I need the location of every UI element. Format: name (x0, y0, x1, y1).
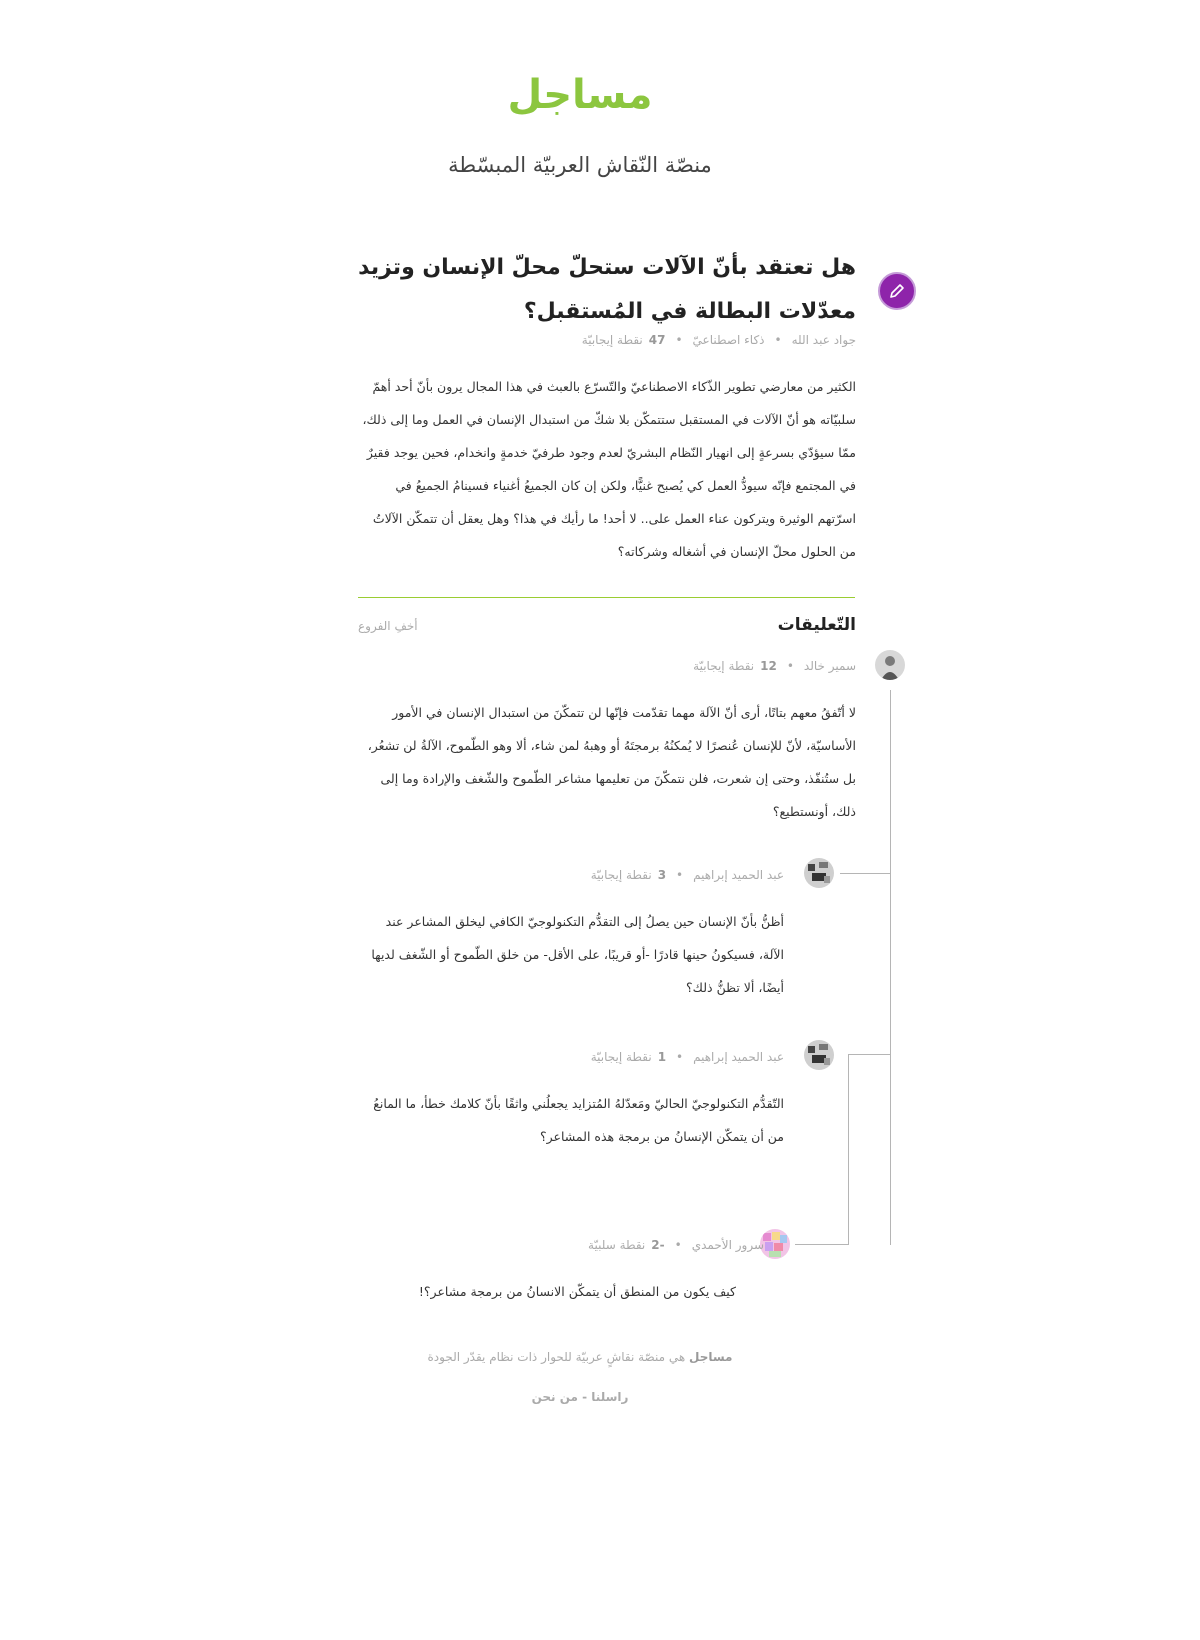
avatar[interactable] (760, 1229, 790, 1259)
meta-dot: • (676, 1050, 684, 1064)
footer-description (0, 1350, 1160, 1364)
comment-points-label: نقطة إيجابيّة (590, 1050, 652, 1064)
comment-author[interactable]: سرور الأحمدي (691, 1238, 764, 1252)
comment-author[interactable]: سمير خالد (803, 659, 856, 673)
post-points-label: نقطة إيجابيّة (581, 333, 643, 347)
meta-dot: • (674, 1238, 682, 1252)
meta-dot: • (676, 868, 684, 882)
thread-line (890, 690, 891, 1245)
post-author[interactable]: جواد عبد الله (791, 333, 856, 347)
footer-brand[interactable]: مساجل (688, 1350, 733, 1364)
avatar[interactable] (804, 1040, 834, 1070)
meta-dot: • (675, 333, 683, 347)
comments-title: التّعليقات (777, 615, 856, 635)
comment-text: لا أتّفقُ معهم بتاتًا، أرى أنّ الآلة مهما تقدّمت فإنّها لن تتمكّنَ من استبدال الإنسان في الأمور الأساسيّة، لأنّ للإنسان عُنصرًا لا يُمكنُهُ برمجتَهُ أو وهبهُ لمن شاء، ألا وهو الطّموح، الآلةُ لن تشعُر، بل ستُنفّذ، وحتى إن شعرت، فلن نتمكّنَ من تعليمها مشاعر الطّموح والشّغف والإرادة وما إلى ذلك، أونستطيع؟ (367, 705, 856, 819)
comment-text: التّقدُّم التكنولوجيّ الحاليّ ومَعدّلهُ المُتزايد يجعلُني واثقًا بأنّ كلامك خطأ، ما المانعُ من أن يتمكّن الإنسانُ من برمجة هذه المشاعر؟ (373, 1096, 784, 1144)
comment-points: 1 (657, 1050, 667, 1064)
thread-branch (840, 873, 890, 874)
comment-points-label: نقطة سلبيّة (588, 1238, 646, 1252)
comment-points: 3 (657, 868, 667, 882)
footer-separator: - (582, 1390, 588, 1404)
hide-branches-link[interactable]: أخفِ الفروع (358, 619, 418, 633)
comment-points-label: نقطة إيجابيّة (693, 659, 755, 673)
comment-meta (588, 1238, 764, 1252)
post-title: هل تعتقد بأنّ الآلات ستحلّ محلّ الإنسان وتزيد معدّلات البطالة في المُستقبل؟ (358, 255, 856, 324)
avatar[interactable] (875, 650, 905, 680)
post-category[interactable]: ذكاء اصطناعيّ (692, 333, 765, 347)
post-points: 47 (648, 333, 666, 347)
comment-text: أظنُّ بأنّ الإنسان حين يصلُ إلى التقدُّم التكنولوجيّ الكافي ليخلق المشاعر عند الآلة، فسيكونُ حينها قادرًا -أو قريبًا، على الأقل- من خلق الطّموح أو الشّغف لديها أيضًا، ألا تظنُّ ذلك؟ (371, 914, 784, 995)
comment-points: 12 (760, 659, 777, 673)
comment-author[interactable]: عبد الحميد إبراهيم (693, 868, 784, 882)
divider (358, 597, 855, 598)
comment-text: كيف يكون من المنطق أن يتمكّن الانسانُ من برمجة مشاعر؟! (418, 1284, 736, 1299)
comment-author[interactable]: عبد الحميد إبراهيم (693, 1050, 784, 1064)
footer-links (0, 1390, 1160, 1404)
thread-line (848, 1054, 849, 1244)
site-logo[interactable]: مساجل (507, 72, 653, 118)
comment-meta (591, 1050, 784, 1064)
pencil-icon (878, 272, 916, 310)
about-link[interactable]: من نحن (531, 1390, 578, 1404)
meta-dot: • (774, 333, 782, 347)
footer-text: هي منصّة نقاشٍ عربيّة للحوار ذات نظام يقدّر الجودة (427, 1350, 686, 1364)
post-body: الكثير من معارضي تطوير الذّكاء الاصطناعيّ والتّسرّع بالعبث في هذا المجال يرون بأنّ أحد أهمّ سلبيّاته هو أنّ الآلات في المستقبل ستتمكّن بلا شكّ من استبدال الإنسان في العمل وما إلى ذلك، ممّا سيؤدّي بسرعةٍ إلى انهيار النّظام البشريّ لعدم وجود طرفيّ خدمةٍ وانخدام، فحين يوجد فقيرٌ في المجتمع فإنّه سيودُّ العمل كي يُصبح غنيًّا، ولكن إن كان الجميعُ أغنياء فسينامُ الجميعُ في اسرّتهم الوثيرة ويتركون عناء العمل على.. لا أحد! ما رأيك في هذا؟ وهل يعقل أن تتمكّن الآلاتُ من الحلول محلّ الإنسان في أشغاله وشركاته؟ (362, 379, 856, 559)
meta-dot: • (786, 659, 794, 673)
post-meta (582, 333, 856, 347)
thread-branch (795, 1244, 849, 1245)
avatar[interactable] (804, 858, 834, 888)
contact-link[interactable]: راسلنا (591, 1390, 629, 1404)
site-tagline: منصّة النّقاش العربيّة المبسّطة (448, 153, 712, 177)
comment-points-label: نقطة إيجابيّة (590, 868, 652, 882)
thread-branch (849, 1054, 891, 1055)
comment-meta (693, 659, 856, 673)
comment-meta (591, 868, 784, 882)
comment-points: -2 (651, 1238, 665, 1252)
